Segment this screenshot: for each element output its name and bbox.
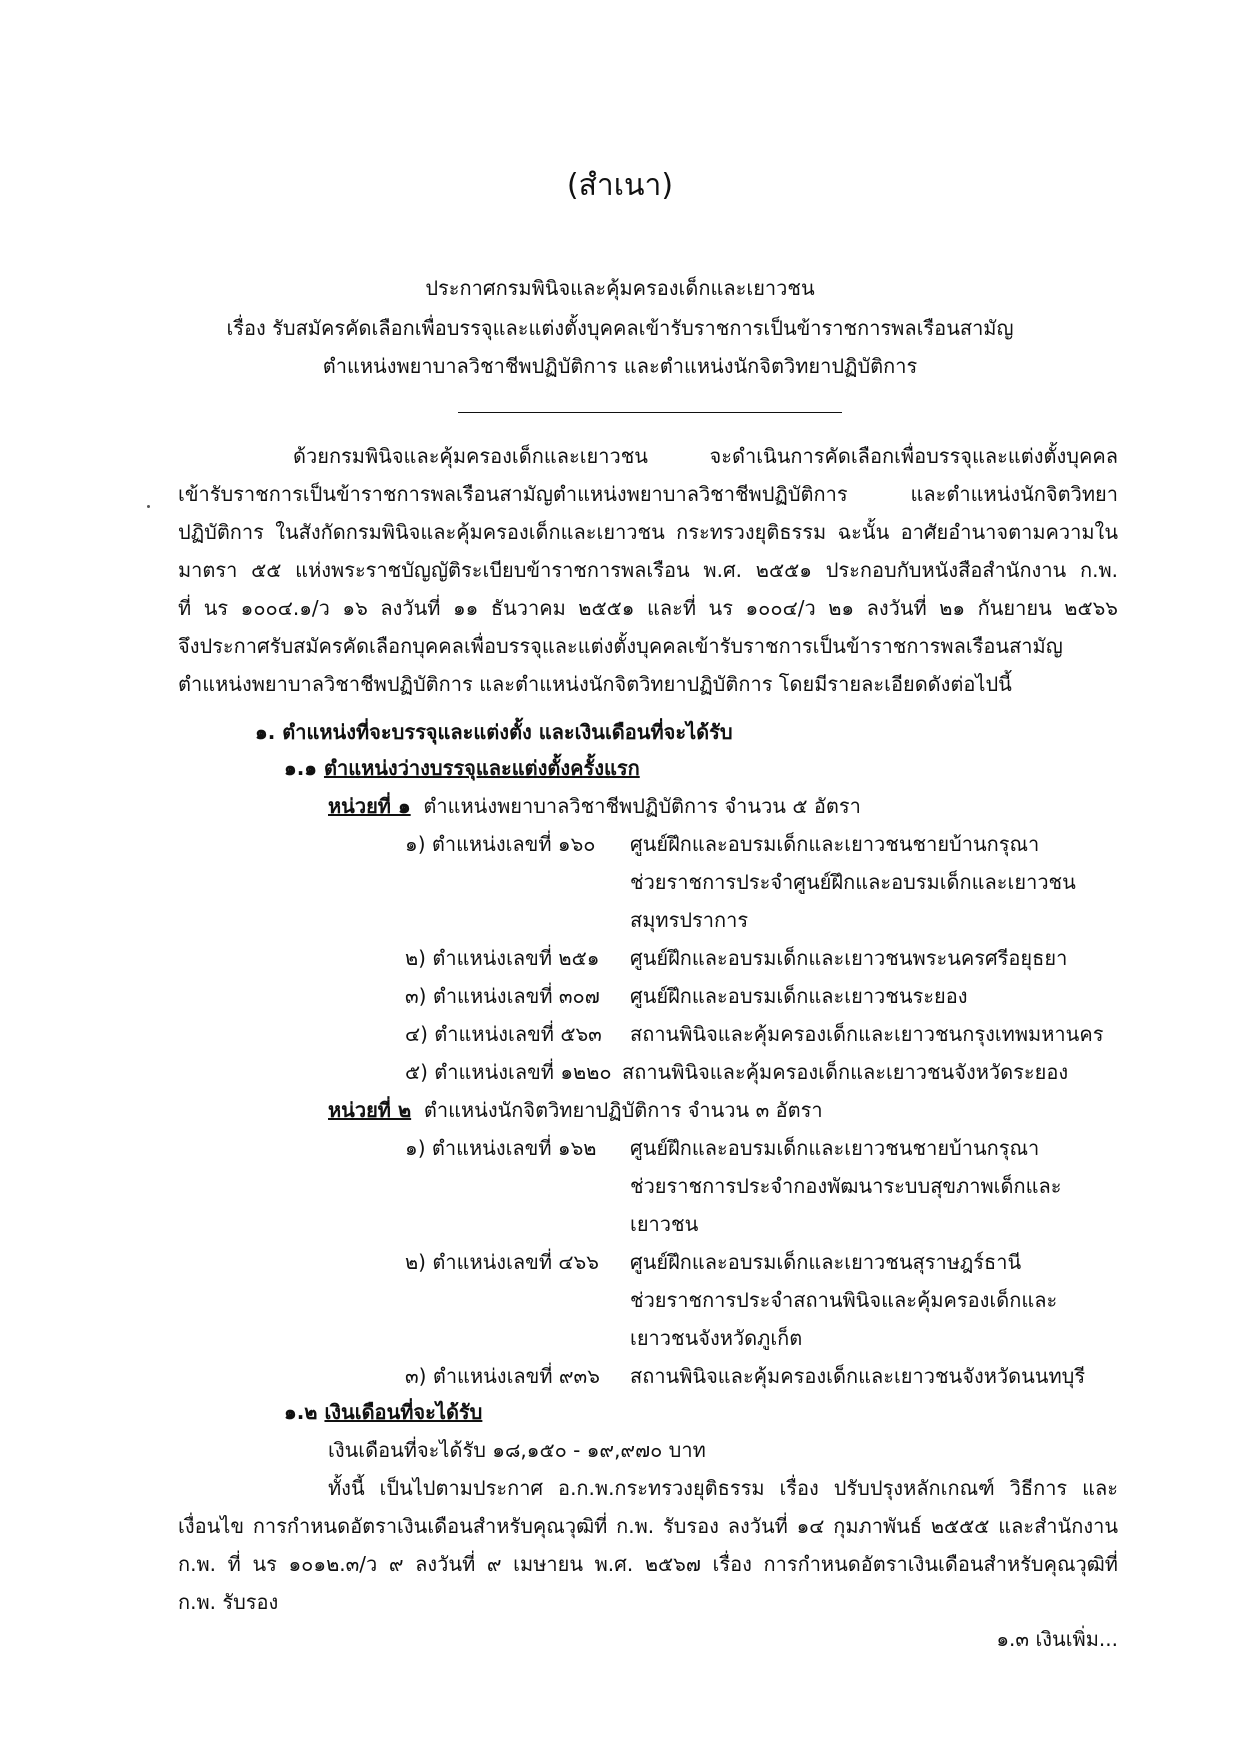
section-1-1-number: ๑.๑ bbox=[284, 756, 317, 780]
announcement-positions: ตำแหน่งพยาบาลวิชาชีพปฏิบัติการ และตำแหน่งนักจิตวิทยาปฏิบัติการ bbox=[322, 354, 918, 378]
unit-1-text: ตำแหน่งพยาบาลวิชาชีพปฏิบัติการ จำนวน ๕ อัตรา bbox=[423, 794, 861, 818]
intro-line: จึงประกาศรับสมัครคัดเลือกบุคคลเพื่อบรรจุและแต่งตั้งบุคคลเข้ารับราชการเป็นข้าราชการพลเรือนสามัญ bbox=[178, 634, 1063, 658]
announcement-subject: เรื่อง รับสมัครคัดเลือกเพื่อบรรจุและแต่งตั้งบุคคลเข้ารับราชการเป็นข้าราชการพลเรือนสามัญ bbox=[226, 316, 1014, 340]
continuation-marker: ๑.๓ เงินเพิ่ม... bbox=[996, 1627, 1118, 1651]
unit-1-label: หน่วยที่ ๑ bbox=[328, 794, 411, 818]
position-desc: เยาวชน bbox=[630, 1212, 699, 1236]
section-1-1-heading bbox=[284, 752, 640, 784]
section-1-heading: ๑. ตำแหน่งที่จะบรรจุและแต่งตั้ง และเงินเดือนที่จะได้รับ bbox=[255, 720, 733, 744]
position-desc: สมุทรปราการ bbox=[630, 908, 749, 932]
position-number: ๒) ตำแหน่งเลขที่ ๔๖๖ bbox=[405, 1250, 599, 1274]
salary-note-line: ทั้งนี้ เป็นไปตามประกาศ อ.ก.พ.กระทรวงยุติธรรม เรื่อง ปรับปรุงหลักเกณฑ์ วิธีการ และ bbox=[328, 1476, 1118, 1500]
margin-mark bbox=[147, 505, 150, 508]
position-number: ๓) ตำแหน่งเลขที่ ๓๐๗ bbox=[405, 984, 600, 1008]
intro-line: ตำแหน่งพยาบาลวิชาชีพปฏิบัติการ และตำแหน่งนักจิตวิทยาปฏิบัติการ โดยมีรายละเอียดดังต่อไปนี้ bbox=[178, 672, 1012, 696]
intro-paragraph bbox=[178, 440, 1118, 710]
position-desc: ช่วยราชการประจำสถานพินิจและคุ้มครองเด็กและ bbox=[630, 1288, 1058, 1312]
section-1-1-title: ตำแหน่งว่างบรรจุและแต่งตั้งครั้งแรก bbox=[323, 756, 640, 780]
position-desc: ศูนย์ฝึกและอบรมเด็กและเยาวชนพระนครศรีอยุธยา bbox=[630, 946, 1068, 970]
salary-note-line: ก.พ. ที่ นร ๑๐๑๒.๓/ว ๙ ลงวันที่ ๙ เมษายน พ.ศ. ๒๕๖๗ เรื่อง การกำหนดอัตราเงินเดือนสำหรับคุณวุฒิที่ bbox=[178, 1552, 1118, 1576]
position-desc: ศูนย์ฝึกและอบรมเด็กและเยาวชนสุราษฎร์ธานี bbox=[630, 1250, 1022, 1274]
section-1-2-title: เงินเดือนที่จะได้รับ bbox=[324, 1400, 483, 1424]
salary-note-line: เงื่อนไข การกำหนดอัตราเงินเดือนสำหรับคุณวุฒิที่ ก.พ. รับรอง ลงวันที่ ๑๔ กุมภาพันธ์ ๒๕๕๕ และสำนักงาน bbox=[178, 1514, 1118, 1538]
salary-range: เงินเดือนที่จะได้รับ ๑๘,๑๕๐ - ๑๙,๙๗๐ บาท bbox=[328, 1438, 706, 1462]
position-number: ๒) ตำแหน่งเลขที่ ๒๕๑ bbox=[405, 946, 600, 970]
position-desc: สถานพินิจและคุ้มครองเด็กและเยาวชนกรุงเทพมหานคร bbox=[630, 1022, 1104, 1046]
position-desc: ช่วยราชการประจำศูนย์ฝึกและอบรมเด็กและเยาวชน bbox=[630, 870, 1076, 894]
intro-line: ปฏิบัติการ ในสังกัดกรมพินิจและคุ้มครองเด็กและเยาวชน กระทรวงยุติธรรม ฉะนั้น อาศัยอำนาจตามความใน bbox=[178, 520, 1118, 544]
unit-2-text: ตำแหน่งนักจิตวิทยาปฏิบัติการ จำนวน ๓ อัตรา bbox=[423, 1098, 823, 1122]
section-1-2-heading bbox=[284, 1396, 482, 1428]
intro-line: ด้วยกรมพินิจและคุ้มครองเด็กและเยาวชน จะดำเนินการคัดเลือกเพื่อบรรจุและแต่งตั้งบุคคล bbox=[293, 444, 1118, 468]
position-desc: สถานพินิจและคุ้มครองเด็กและเยาวชนจังหวัดระยอง bbox=[622, 1060, 1069, 1084]
position-number: ๓) ตำแหน่งเลขที่ ๙๓๖ bbox=[405, 1364, 600, 1388]
intro-line: มาตรา ๕๕ แห่งพระราชบัญญัติระเบียบข้าราชการพลเรือน พ.ศ. ๒๕๕๑ ประกอบกับหนังสือสำนักงาน ก.พ. bbox=[178, 558, 1118, 582]
announcement-title: ประกาศกรมพินิจและคุ้มครองเด็กและเยาวชน bbox=[425, 276, 815, 300]
unit-2-label: หน่วยที่ ๒ bbox=[328, 1098, 412, 1122]
intro-line: เข้ารับราชการเป็นข้าราชการพลเรือนสามัญตำแหน่งพยาบาลวิชาชีพปฏิบัติการ และตำแหน่งนักจิตวิทยา bbox=[178, 482, 1118, 506]
position-number: ๕) ตำแหน่งเลขที่ ๑๒๒๐ bbox=[405, 1060, 612, 1084]
copy-label: (สำเนา) bbox=[566, 168, 674, 203]
salary-note-line: ก.พ. รับรอง bbox=[178, 1590, 279, 1614]
position-number: ๔) ตำแหน่งเลขที่ ๕๖๓ bbox=[405, 1022, 602, 1046]
section-1-2-number: ๑.๒ bbox=[284, 1400, 318, 1424]
position-desc: ศูนย์ฝึกและอบรมเด็กและเยาวชนชายบ้านกรุณา bbox=[630, 1136, 1040, 1160]
position-number: ๑) ตำแหน่งเลขที่ ๑๖๒ bbox=[405, 1136, 597, 1160]
salary-note-paragraph bbox=[178, 1472, 1118, 1622]
title-divider bbox=[458, 412, 842, 413]
position-desc: ช่วยราชการประจำกองพัฒนาระบบสุขภาพเด็กและ bbox=[630, 1174, 1062, 1198]
position-desc: เยาวชนจังหวัดภูเก็ต bbox=[630, 1326, 803, 1350]
position-desc: ศูนย์ฝึกและอบรมเด็กและเยาวชนชายบ้านกรุณา bbox=[630, 832, 1040, 856]
unit-1-heading bbox=[328, 790, 861, 822]
position-desc: สถานพินิจและคุ้มครองเด็กและเยาวชนจังหวัดนนทบุรี bbox=[630, 1364, 1086, 1388]
intro-line: ที่ นร ๑๐๐๔.๑/ว ๑๖ ลงวันที่ ๑๑ ธันวาคม ๒๕๕๑ และที่ นร ๑๐๐๔/ว ๒๑ ลงวันที่ ๒๑ กันยายน ๒๕๖๖ bbox=[178, 596, 1118, 620]
position-desc: ศูนย์ฝึกและอบรมเด็กและเยาวชนระยอง bbox=[630, 984, 968, 1008]
position-number: ๑) ตำแหน่งเลขที่ ๑๖๐ bbox=[405, 832, 596, 856]
unit-2-heading bbox=[328, 1094, 823, 1126]
